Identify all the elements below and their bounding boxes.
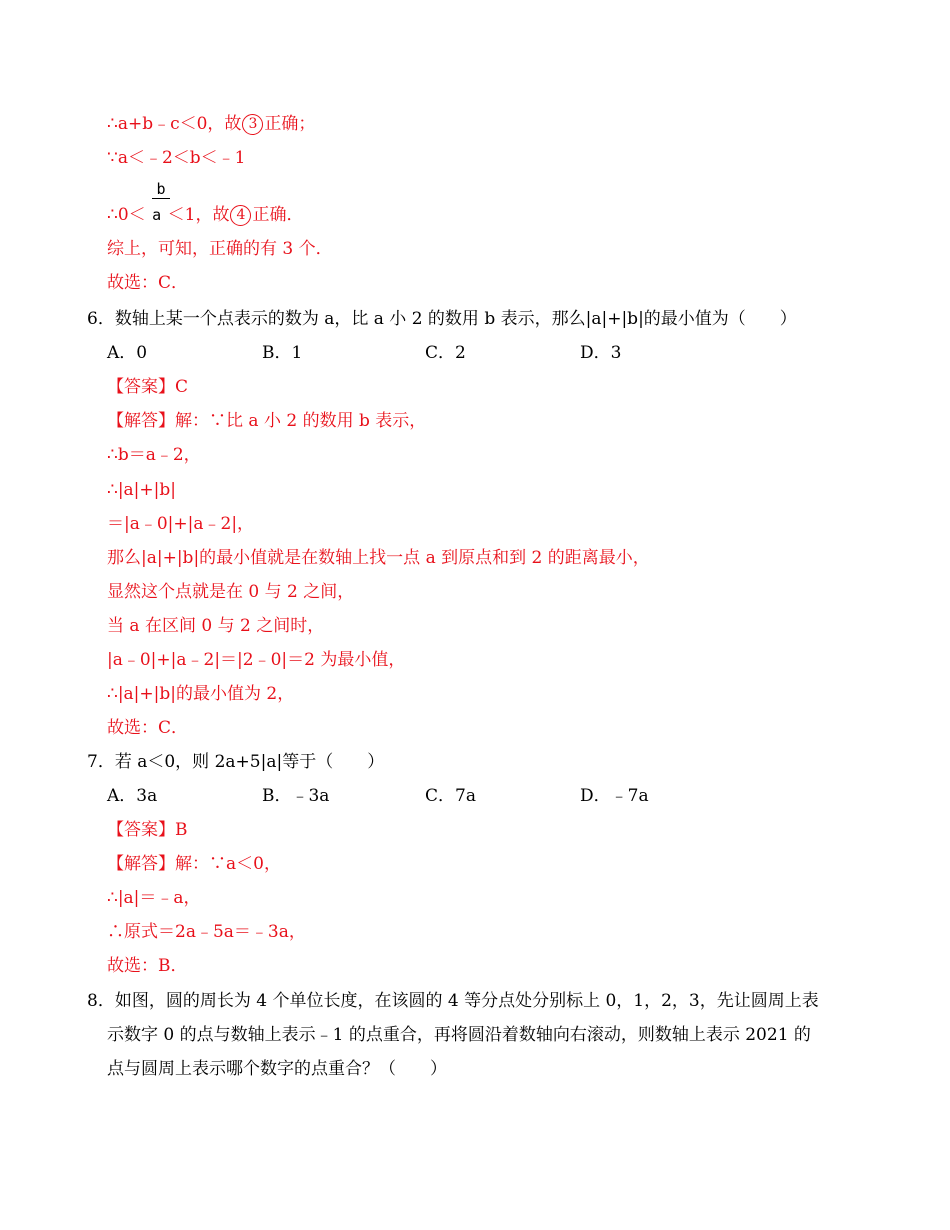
solution-line: 那么|a|+|b|的最小值就是在数轴上找一点 a 到原点和到 2 的距离最小， [107,548,650,568]
option-b: B．1 [262,343,303,363]
question-number: 6． [87,309,115,329]
fraction-numerator: b [156,180,166,198]
question-number: 7． [87,752,115,772]
fraction-bar [152,198,170,199]
solution-line: 故选：C． [107,273,189,293]
solution-line: ∴b＝a﹣2， [107,445,201,465]
solution-line: ＝|a﹣0|+|a﹣2|， [107,514,255,534]
solution-line: |a﹣0|+|a﹣2|＝|2﹣0|＝2 为最小值， [107,650,406,670]
solution-line: 【解答】解：∵a＜0， [107,854,281,874]
solution-line: 当 a 在区间 0 与 2 之间时， [107,616,325,636]
option-a: A．3a [107,786,158,806]
solution-line: 故选：B． [107,956,188,976]
circled-number: 3 [242,114,263,135]
solution-text: 正确． [252,205,304,225]
question-stem: 若 a＜0，则 2a+5|a|等于（ ） [114,752,385,772]
option-c: C．7a [425,786,476,806]
solution-line: 故选：C． [107,718,189,738]
option-d: D．3 [580,343,622,363]
question-8 [87,990,819,1012]
question-stem: 如图，圆的周长为 4 个单位长度，在该圆的 4 等分点处分别标上 0，1，2，3，先让圆周上表 [114,991,819,1011]
question-number: 8． [87,991,115,1011]
option-b: B．﹣3a [262,786,330,806]
solution-line: ∴|a|+|b|的最小值为 2， [107,684,295,704]
question-stem-line: 点与圆周上表示哪个数字的点重合？（ ） [107,1059,447,1079]
question-6 [87,308,797,330]
question-stem-line: 示数字 0 的点与数轴上表示﹣1 的点重合，再将圆沿着数轴向右滚动，则数轴上表示 2021 的 [107,1025,811,1045]
circled-number: 4 [230,205,251,226]
solution-line: ∴|a|＝﹣a， [107,888,201,908]
answer-line: 【答案】C [107,377,189,397]
option-c: C．2 [425,343,466,363]
solution-line: 显然这个点就是在 0 与 2 之间， [107,582,355,602]
question-stem: 数轴上某一个点表示的数为 a，比 a 小 2 的数用 b 表示，那么|a|+|b|的最小值为（ ） [114,309,797,329]
option-a: A．0 [107,343,148,363]
fraction-b-over-a [150,181,172,199]
solution-line: ∴|a|+|b| [107,480,176,500]
solution-text: 正确； [264,114,316,134]
solution-text: ∴0＜ [107,205,146,225]
solution-line: 综上，可知，正确的有 3 个． [107,239,333,259]
solution-line [107,113,315,135]
question-7 [87,751,384,773]
answer-line: 【答案】B [107,820,188,840]
fraction-denominator: a [152,206,162,224]
solution-text: ＜1，故 [167,205,230,225]
solution-line: ∵a＜﹣2＜b＜﹣1 [107,148,246,168]
option-d: D．﹣7a [580,786,649,806]
solution-line: 【解答】解：∵比 a 小 2 的数用 b 表示， [107,411,427,431]
solution-line: ∴原式＝2a﹣5a＝﹣3a， [107,922,306,942]
solution-line [107,204,303,226]
solution-text: ∴a+b﹣c＜0，故 [107,114,242,134]
